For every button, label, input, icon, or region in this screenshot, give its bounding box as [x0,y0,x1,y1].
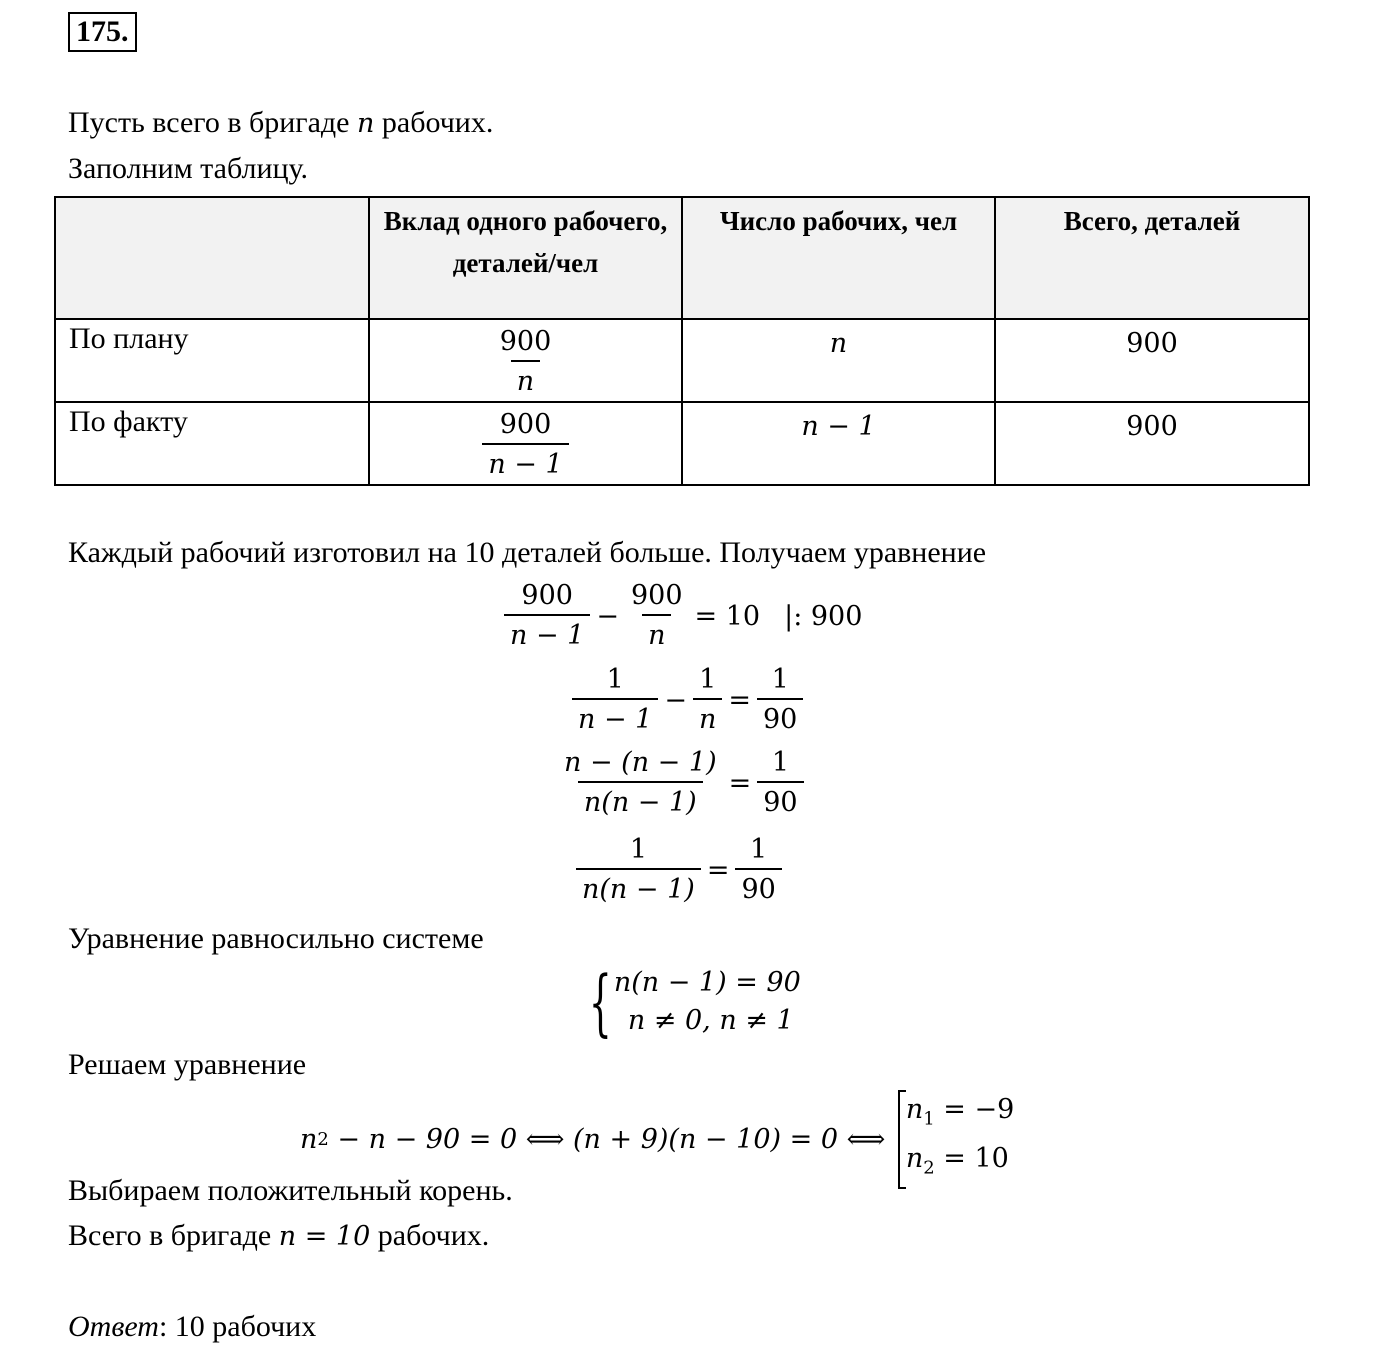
denominator: n [511,360,540,400]
equation-system [566,960,801,1044]
per-worker-cell [369,319,682,402]
fraction [504,578,590,654]
answer-text: : 10 рабочих [158,1310,317,1343]
system-line-2: n ≠ 0, n ≠ 1 [627,1005,794,1036]
intro-line-2: Заполним таблицу. [68,152,309,185]
workers-cell: n [682,319,995,402]
system-text: Уравнение равносильно системе [68,922,484,955]
data-table [54,196,1310,486]
right-hand-side: = 10 [694,600,761,632]
fraction [735,832,781,908]
fraction [625,578,689,654]
denominator: 90 [757,698,803,738]
table-header-cell: Всего, деталей [995,197,1309,319]
denominator: n − 1 [572,698,658,738]
quadratic-chain: − n − 90 = 0 ⟺ (n + 9)(n − 10) = 0 ⟺ [328,1123,894,1155]
fraction [482,407,568,483]
numerator: 1 [771,664,789,695]
numerator: 900 [521,580,573,611]
intro-variable: n [357,108,375,139]
root-value: = 10 [934,1143,1009,1175]
operator: − [664,684,687,716]
total-cell: 900 [995,402,1309,485]
fraction [693,662,722,738]
root-variable: n [905,1143,924,1175]
root-index: 2 [923,1157,935,1179]
solve-text: Решаем уравнение [68,1048,307,1081]
equals-sign: = [728,767,752,799]
workers-cell: n − 1 [682,402,995,485]
row-label: По факту [55,402,369,485]
numerator: 1 [629,834,647,865]
answer-line [68,1310,316,1344]
choose-text: Выбираем положительный корень. [68,1174,513,1207]
numerator: 1 [606,664,624,695]
fraction [558,745,723,821]
per-worker-cell [369,402,682,485]
denominator: n [693,698,722,738]
table-header-cell: Число рабочих, чел [682,197,995,319]
numerator: 900 [499,409,552,440]
brace-icon: { [588,960,612,1044]
system-lines [614,964,801,1040]
denominator: n [642,614,671,654]
equation-1 [504,578,862,654]
system-line-1: n(n − 1) = 90 [613,967,801,998]
equation-3 [558,745,804,821]
numerator: 900 [630,580,683,611]
numerator: n − (n − 1) [564,747,717,778]
fraction [572,662,658,738]
quadratic-variable: n [300,1123,318,1155]
division-note: |: 900 [784,600,863,632]
table-header-cell [55,197,369,319]
exponent: 2 [317,1128,329,1150]
fraction [494,324,558,400]
denominator: n − 1 [504,614,590,654]
numerator: 1 [699,664,717,695]
denominator: 90 [735,868,781,908]
denominator: n(n − 1) [576,868,701,908]
fraction [757,745,803,821]
table-row [55,319,1309,402]
row-label: По плану [55,319,369,402]
root-variable: n [905,1094,924,1125]
result-line [68,1219,489,1253]
equation-2 [572,662,803,738]
numerator: 1 [750,834,768,865]
intro-text: Пусть всего в бригаде [68,106,357,139]
statement-text: Каждый рабочий изготовил на 10 деталей больше. Получаем уравнение [68,536,987,569]
table-row [55,402,1309,485]
equals-sign: = [728,684,751,716]
denominator: 90 [757,781,803,821]
table-header-row [55,197,1309,319]
operator: − [596,600,619,632]
root-value: = −9 [934,1094,1015,1125]
denominator: n(n − 1) [578,781,703,821]
roots-bracket [898,1090,1014,1189]
result-text-end: рабочих. [370,1219,490,1252]
answer-label: Ответ [68,1310,159,1343]
root-1 [906,1090,1014,1139]
fraction [757,662,803,738]
denominator: n − 1 [482,443,568,483]
result-math: n = 10 [278,1221,371,1252]
intro-text-end: рабочих. [374,106,494,139]
result-text: Всего в бригаде [68,1219,279,1252]
equals-sign: = [706,854,730,886]
table-header-cell: Вклад одного рабочего, деталей/чел [369,197,682,319]
root-2 [906,1139,1014,1188]
total-cell: 900 [995,319,1309,402]
root-index: 1 [923,1108,935,1130]
numerator: 1 [771,747,789,778]
numerator: 900 [499,326,552,357]
problem-number: 175. [68,12,137,52]
fraction [576,832,701,908]
equation-4 [576,832,782,908]
intro-line-1 [68,106,493,140]
